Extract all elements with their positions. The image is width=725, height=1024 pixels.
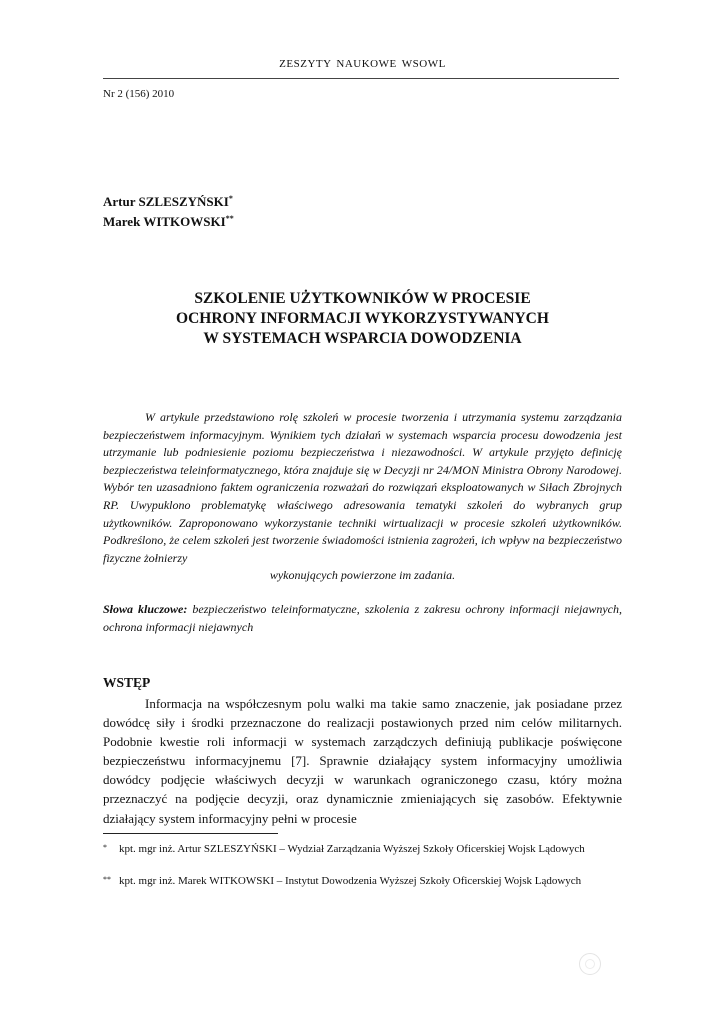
author-entry xyxy=(103,210,234,230)
header-rule xyxy=(103,78,619,79)
keywords-text: bezpieczeństwo teleinformatyczne, szkolenia z zakresu ochrony informacji niejawnych, ochrona informacji niejawnych xyxy=(103,602,622,634)
watermark-seal-icon xyxy=(579,953,601,975)
author-footnote-mark: ** xyxy=(225,214,234,223)
keywords xyxy=(103,601,622,636)
author-name: Marek WITKOWSKI xyxy=(103,214,226,229)
abstract-body: W artykule przedstawiono rolę szkoleń w procesie tworzenia i utrzymania systemu zarządzania bezpieczeństwem informacyjnym. Wynikiem tych działań w systemach wsparcia procesu dowodzenia jest utrzymanie lub podniesienie poziomu bezpieczeństwa i niezawodności. W artykule przyjęto definicję bezpieczeństwa teleinformatycznego, która znajduje się w Decyzji nr 24/MON Ministra Obrony Narodowej. Wybór ten uzasadniono faktem ograniczenia rozważań do rozwiązań eksploatowanych w Siłach Zbrojnych RP. Uwypuklono problematykę właściwego adresowania tematyki szkoleń do wybranych grup użytkowników. Zaproponowano wykorzystanie techniki wirtualizacji w procesie szkoleń użytkowników. Podkreślono, że celem szkoleń jest tworzenie świadomości istnienia zagrożeń, ich wpływ na bezpieczeństwo fizyczne żołnierzy xyxy=(103,410,622,565)
abstract-last-line: wykonujących powierzone im zadania. xyxy=(269,568,456,583)
section-heading: WSTĘP xyxy=(103,675,151,690)
author-list xyxy=(103,190,234,230)
issue-number: Nr 2 (156) 2010 xyxy=(103,88,175,100)
footnote-text: kpt. mgr inż. Marek WITKOWSKI – Instytut Dowodzenia Wyższej Szkoły Oficerskiej Wojsk Lądowych xyxy=(119,875,582,887)
author-entry xyxy=(103,190,234,210)
footnote-rule xyxy=(103,833,278,834)
footnote-mark: * xyxy=(103,843,107,852)
footnote xyxy=(103,842,622,858)
abstract xyxy=(103,409,622,585)
author-footnote-mark: * xyxy=(228,194,233,203)
title-line: OCHRONY INFORMACJI WYKORZYSTYWANYCH xyxy=(176,310,549,327)
author-name: Artur SZLESZYŃSKI xyxy=(103,194,229,209)
footnote xyxy=(103,874,622,890)
journal-running-head: ZESZYTY NAUKOWE WSOWL xyxy=(279,58,446,70)
title-line: SZKOLENIE UŻYTKOWNIKÓW W PROCESIE xyxy=(194,290,531,307)
paper-title xyxy=(103,289,622,349)
title-line: W SYSTEMACH WSPARCIA DOWODZENIA xyxy=(203,330,522,347)
footnote-text: kpt. mgr inż. Artur SZLESZYŃSKI – Wydział Zarządzania Wyższej Szkoły Oficerskiej Wojsk Lądowych xyxy=(119,843,585,855)
intro-paragraph: Informacja na współczesnym polu walki ma takie samo znaczenie, jak posiadane przez dowódcę siły i środki przeznaczone do realizacji postawionych przed nim celów militarnych. Podobnie kwestie roli informacji w systemach zarządczych definiują publikacje poświęcone bezpieczeństwu informacyjnemu [7]. Sprawnie działający system informacyjny umożliwia dowódcy podjęcie właściwych decyzji w warunkach ograniczonego czasu, który można przeznaczyć na podjęcie decyzji, oraz dynamicznie zmieniających się zasobów. Efektywnie działający system informacyjny pełni w procesie xyxy=(103,696,622,826)
keywords-label: Słowa kluczowe: xyxy=(103,602,188,616)
footnote-mark: ** xyxy=(103,875,111,884)
